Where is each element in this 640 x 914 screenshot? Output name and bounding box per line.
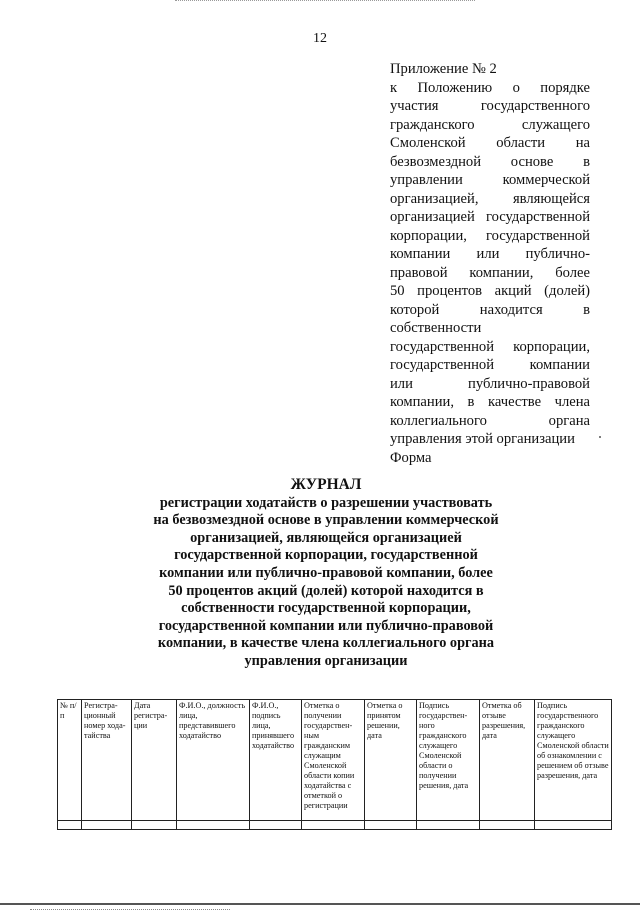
appendix-line: к Положению о порядке [390, 79, 590, 96]
journal-title: ЖУРНАЛ [290, 476, 362, 493]
table-cell [58, 821, 82, 830]
registration-table [57, 699, 612, 830]
column-header: Отметка о получении государствен-ным гражданским служащим Смоленской области копии ходатайства с отметкой о регистрации [302, 700, 365, 821]
appendix-block [390, 60, 590, 467]
appendix-line: участия государственного [390, 98, 590, 114]
journal-subtitle-line: организацией, являющейся организацией [190, 529, 462, 546]
appendix-line: управлении коммерческой [390, 172, 590, 188]
journal-subtitle-line: компании, в качестве члена коллегиального органа [157, 635, 495, 652]
appendix-line: организацией государственной [390, 209, 590, 225]
appendix-line: государственной компании [390, 357, 590, 373]
journal-heading [140, 476, 512, 671]
column-header: Регистра-ционный номер хода-тайства [82, 700, 132, 821]
table-cell [132, 821, 177, 830]
scan-artifact-dot [599, 436, 601, 438]
journal-subtitle-line: регистрации ходатайств о разрешении участвовать [159, 494, 493, 511]
appendix-line: компании, в качестве члена [390, 394, 590, 410]
table-cell [82, 821, 132, 830]
column-header: Дата регистра-ции [132, 700, 177, 821]
scan-artifact-bottom [0, 903, 640, 908]
table-cell [177, 821, 250, 830]
appendix-line: управления этой организации [390, 431, 575, 447]
appendix-line: Приложение № 2 [390, 61, 497, 77]
journal-subtitle-line: управления организации [244, 652, 408, 669]
column-header: Ф.И.О., подпись лица, принявшего ходатайство [250, 700, 302, 821]
journal-subtitle-line: 50 процентов акций (долей) которой находится в [168, 582, 484, 599]
column-header: № п/п [58, 700, 82, 821]
table-cell [417, 821, 480, 830]
appendix-form-label: Форма [390, 449, 432, 466]
appendix-line: 50 процентов акций (долей) [390, 283, 590, 299]
table-cell [535, 821, 612, 830]
journal-subtitle-line: государственной компании или публично-правовой [158, 617, 494, 634]
appendix-line: государственной корпорации, [390, 338, 590, 355]
appendix-line: корпорации, государственной [390, 227, 590, 244]
journal-subtitle-line: компании или публично-правовой компании, более [159, 564, 493, 581]
column-header: Подпись государствен-ного гражданского служащего Смоленской области о получении решения, дата [417, 700, 480, 821]
table-cell [250, 821, 302, 830]
appendix-line: коллегиального органа [390, 412, 590, 429]
table-cell [302, 821, 365, 830]
appendix-line: безвозмездной основе в [390, 153, 590, 170]
scan-artifact-bottom [30, 909, 230, 910]
journal-subtitle-line: на безвозмездной основе в управлении коммерческой [153, 512, 499, 529]
appendix-line: собственности [390, 320, 482, 336]
page-number: 12 [313, 31, 327, 46]
scan-artifact-top [175, 0, 475, 7]
column-header: Отметка о принятом решении, дата [365, 700, 417, 821]
table-header-row [58, 700, 612, 821]
appendix-line: Смоленской области на [390, 135, 590, 151]
table-cell [480, 821, 535, 830]
journal-subtitle-line: собственности государственной корпорации, [181, 600, 471, 617]
appendix-line: компании или публично- [390, 246, 590, 262]
table-row [58, 821, 612, 830]
appendix-line: или публично-правовой [390, 375, 590, 392]
appendix-line: которой находится в [390, 301, 590, 318]
column-header: Подпись государственного гражданского служащего Смоленской области об ознакомлении с решением об отзыве разрешения, дата [535, 700, 612, 821]
column-header: Ф.И.О., должность лица, представившего ходатайство [177, 700, 250, 821]
column-header: Отметка об отзыве разрешения, дата [480, 700, 535, 821]
table-cell [365, 821, 417, 830]
appendix-line: организацией, являющейся [390, 190, 590, 207]
appendix-line: правовой компании, более [390, 264, 590, 281]
journal-subtitle-line: государственной корпорации, государственной [174, 547, 478, 564]
appendix-line: гражданского служащего [390, 116, 590, 133]
